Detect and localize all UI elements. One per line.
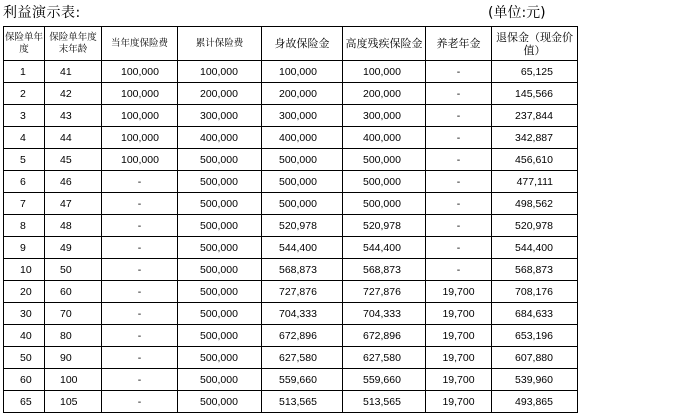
header-pension-annuity: 养老年金 [426,27,492,61]
annual-premium-cell: - [102,259,178,281]
header-policy-year: 保险单年度 [4,27,45,61]
pension-cell: - [426,259,492,281]
pension-cell: - [426,171,492,193]
age-cell: 105 [45,391,102,413]
surrender-value-cell: 607,880 [492,347,578,369]
annual-premium-cell: - [102,171,178,193]
pension-cell: - [426,193,492,215]
surrender-value-cell: 237,844 [492,105,578,127]
age-cell: 42 [45,83,102,105]
policy-year-cell: 20 [4,281,45,303]
disability-benefit-cell: 500,000 [343,149,426,171]
pension-cell: - [426,149,492,171]
cumulative-premium-cell: 500,000 [178,391,262,413]
policy-year-cell: 30 [4,303,45,325]
age-cell: 80 [45,325,102,347]
disability-benefit-cell: 500,000 [343,193,426,215]
disability-benefit-cell: 500,000 [343,171,426,193]
surrender-value-cell: 493,865 [492,391,578,413]
header-annual-premium: 当年度保险费 [102,27,178,61]
policy-year-cell: 9 [4,237,45,259]
death-benefit-cell: 500,000 [262,193,343,215]
policy-year-cell: 40 [4,325,45,347]
pension-cell: 19,700 [426,391,492,413]
table-row [4,61,578,83]
cumulative-premium-cell: 500,000 [178,347,262,369]
policy-year-cell: 7 [4,193,45,215]
header-disability-benefit: 高度残疾保险金 [343,27,426,61]
table-row [4,149,578,171]
table-row [4,127,578,149]
surrender-value-cell: 684,633 [492,303,578,325]
pension-cell: - [426,237,492,259]
pension-cell: 19,700 [426,303,492,325]
pension-cell: 19,700 [426,369,492,391]
header-cumulative-premium: 累计保险费 [178,27,262,61]
annual-premium-cell: 100,000 [102,149,178,171]
annual-premium-cell: 100,000 [102,83,178,105]
death-benefit-cell: 200,000 [262,83,343,105]
age-cell: 49 [45,237,102,259]
policy-year-cell: 1 [4,61,45,83]
benefit-illustration-table [3,26,578,413]
table-row [4,193,578,215]
death-benefit-cell: 520,978 [262,215,343,237]
death-benefit-cell: 300,000 [262,105,343,127]
cumulative-premium-cell: 500,000 [178,237,262,259]
table-row [4,281,578,303]
disability-benefit-cell: 100,000 [343,61,426,83]
annual-premium-cell: - [102,369,178,391]
death-benefit-cell: 500,000 [262,149,343,171]
cumulative-premium-cell: 400,000 [178,127,262,149]
death-benefit-cell: 544,400 [262,237,343,259]
table-row [4,259,578,281]
cumulative-premium-cell: 500,000 [178,259,262,281]
age-cell: 100 [45,369,102,391]
death-benefit-cell: 100,000 [262,61,343,83]
surrender-value-cell: 568,873 [492,259,578,281]
header-death-benefit: 身故保险金 [262,27,343,61]
age-cell: 47 [45,193,102,215]
table-title: 利益演示表: [3,5,81,21]
disability-benefit-cell: 520,978 [343,215,426,237]
surrender-value-cell: 65,125 [492,61,578,83]
cumulative-premium-cell: 500,000 [178,325,262,347]
cumulative-premium-cell: 100,000 [178,61,262,83]
pension-cell: 19,700 [426,281,492,303]
table-row [4,105,578,127]
surrender-value-cell: 544,400 [492,237,578,259]
surrender-value-cell: 477,111 [492,171,578,193]
cumulative-premium-cell: 200,000 [178,83,262,105]
surrender-value-cell: 708,176 [492,281,578,303]
pension-cell: - [426,83,492,105]
policy-year-cell: 4 [4,127,45,149]
surrender-value-cell: 145,566 [492,83,578,105]
policy-year-cell: 10 [4,259,45,281]
annual-premium-cell: 100,000 [102,61,178,83]
table-row [4,347,578,369]
annual-premium-cell: - [102,193,178,215]
table-row [4,325,578,347]
age-cell: 41 [45,61,102,83]
unit-label: (单位:元) [488,5,546,21]
death-benefit-cell: 513,565 [262,391,343,413]
surrender-value-cell: 342,887 [492,127,578,149]
annual-premium-cell: - [102,215,178,237]
header-age-end-of-year: 保险单年度末年龄 [45,27,102,61]
table-row [4,215,578,237]
policy-year-cell: 8 [4,215,45,237]
annual-premium-cell: - [102,237,178,259]
table-row [4,391,578,413]
table-row [4,237,578,259]
policy-year-cell: 60 [4,369,45,391]
disability-benefit-cell: 513,565 [343,391,426,413]
table-row [4,369,578,391]
age-cell: 43 [45,105,102,127]
death-benefit-cell: 559,660 [262,369,343,391]
disability-benefit-cell: 559,660 [343,369,426,391]
policy-year-cell: 50 [4,347,45,369]
surrender-value-cell: 456,610 [492,149,578,171]
surrender-value-cell: 539,960 [492,369,578,391]
surrender-value-cell: 498,562 [492,193,578,215]
age-cell: 90 [45,347,102,369]
header-surrender-value: 退保金（现金价值） [492,27,578,61]
death-benefit-cell: 500,000 [262,171,343,193]
age-cell: 60 [45,281,102,303]
death-benefit-cell: 727,876 [262,281,343,303]
death-benefit-cell: 568,873 [262,259,343,281]
cumulative-premium-cell: 500,000 [178,193,262,215]
age-cell: 70 [45,303,102,325]
policy-year-cell: 2 [4,83,45,105]
pension-cell: 19,700 [426,347,492,369]
policy-year-cell: 5 [4,149,45,171]
death-benefit-cell: 672,896 [262,325,343,347]
pension-cell: - [426,61,492,83]
policy-year-cell: 6 [4,171,45,193]
annual-premium-cell: - [102,391,178,413]
cumulative-premium-cell: 500,000 [178,303,262,325]
table-header-row [4,27,578,61]
pension-cell: - [426,127,492,149]
disability-benefit-cell: 568,873 [343,259,426,281]
table-body [4,61,578,413]
annual-premium-cell: - [102,325,178,347]
age-cell: 44 [45,127,102,149]
death-benefit-cell: 627,580 [262,347,343,369]
disability-benefit-cell: 627,580 [343,347,426,369]
annual-premium-cell: 100,000 [102,105,178,127]
age-cell: 46 [45,171,102,193]
table-row [4,303,578,325]
cumulative-premium-cell: 500,000 [178,369,262,391]
cumulative-premium-cell: 300,000 [178,105,262,127]
annual-premium-cell: - [102,303,178,325]
disability-benefit-cell: 300,000 [343,105,426,127]
disability-benefit-cell: 727,876 [343,281,426,303]
cumulative-premium-cell: 500,000 [178,149,262,171]
cumulative-premium-cell: 500,000 [178,281,262,303]
disability-benefit-cell: 672,896 [343,325,426,347]
table-row [4,171,578,193]
disability-benefit-cell: 200,000 [343,83,426,105]
surrender-value-cell: 653,196 [492,325,578,347]
disability-benefit-cell: 704,333 [343,303,426,325]
death-benefit-cell: 704,333 [262,303,343,325]
cumulative-premium-cell: 500,000 [178,215,262,237]
policy-year-cell: 65 [4,391,45,413]
age-cell: 45 [45,149,102,171]
policy-year-cell: 3 [4,105,45,127]
table-row [4,83,578,105]
annual-premium-cell: - [102,281,178,303]
disability-benefit-cell: 400,000 [343,127,426,149]
pension-cell: - [426,215,492,237]
annual-premium-cell: - [102,347,178,369]
surrender-value-cell: 520,978 [492,215,578,237]
age-cell: 48 [45,215,102,237]
disability-benefit-cell: 544,400 [343,237,426,259]
cumulative-premium-cell: 500,000 [178,171,262,193]
pension-cell: 19,700 [426,325,492,347]
death-benefit-cell: 400,000 [262,127,343,149]
annual-premium-cell: 100,000 [102,127,178,149]
age-cell: 50 [45,259,102,281]
pension-cell: - [426,105,492,127]
